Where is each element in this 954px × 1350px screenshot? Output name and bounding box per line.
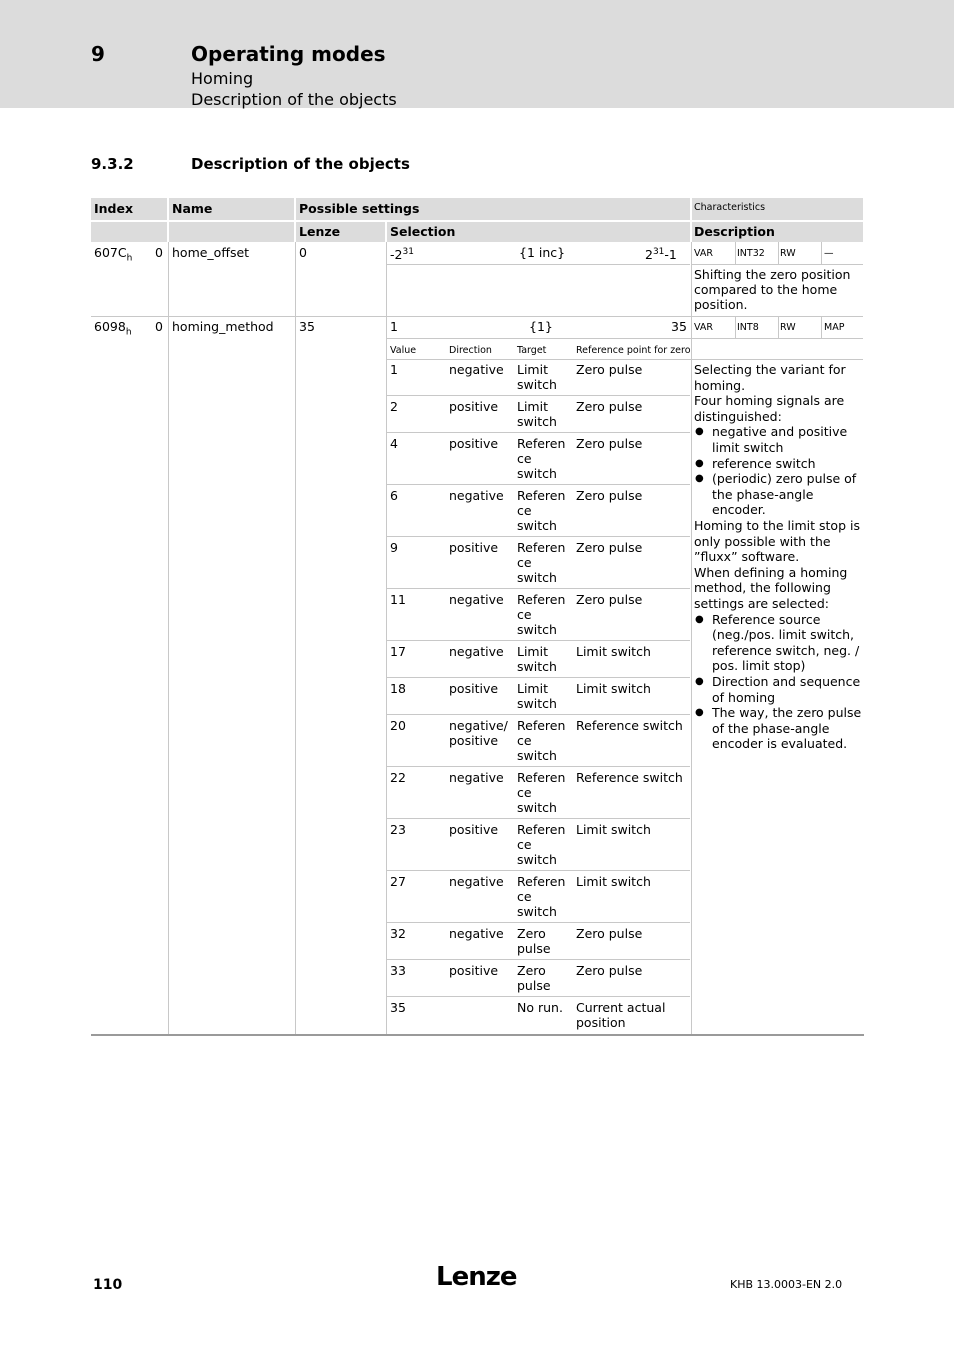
method-direction: negative xyxy=(449,592,504,607)
method-value: 35 xyxy=(390,1000,406,1015)
row1-description-line2: compared to the home xyxy=(694,282,838,297)
method-value: 2 xyxy=(390,399,398,414)
method-reference: Current actual xyxy=(576,1000,666,1015)
method-target: ce xyxy=(517,607,532,622)
header-lenze: Lenze xyxy=(299,224,341,239)
row1-selection-max: $2^{31}-1$ xyxy=(645,247,677,263)
row1-selection-divider xyxy=(387,264,690,265)
method-row-divider xyxy=(387,818,690,819)
row2-selection-divider xyxy=(387,338,863,339)
method-value: 27 xyxy=(390,874,406,889)
method-target: ce xyxy=(517,785,532,800)
description-text: settings are selected: xyxy=(694,596,829,611)
description-text: method, the following xyxy=(694,580,831,595)
row1-name: home_offset xyxy=(172,245,250,260)
method-direction: negative xyxy=(449,926,504,941)
bullet-icon: ● xyxy=(695,473,704,484)
methods-header-target: Target xyxy=(517,345,547,356)
row2-subindex: 0 xyxy=(155,319,163,334)
row2-char-mapping: MAP xyxy=(824,322,845,333)
col-divider-selection xyxy=(691,242,692,1034)
method-direction: positive xyxy=(449,733,499,748)
bullet-icon: ● xyxy=(695,458,704,469)
description-bullet-text: Direction and sequence xyxy=(712,674,861,689)
bullet-icon: ● xyxy=(695,426,704,437)
method-value: 32 xyxy=(390,926,406,941)
method-direction: negative xyxy=(449,874,504,889)
description-bullet-text: (periodic) zero pulse of xyxy=(712,471,857,486)
header-index: Index xyxy=(94,201,134,216)
method-target: switch xyxy=(517,696,557,711)
method-row-divider xyxy=(387,640,690,641)
method-reference: Zero pulse xyxy=(576,592,643,607)
row1-char-col1 xyxy=(735,242,736,264)
lenze-logo: Lenze xyxy=(436,1262,517,1292)
method-target: switch xyxy=(517,377,557,392)
row1-char-type: VAR xyxy=(694,248,713,259)
method-reference: Zero pulse xyxy=(576,488,643,503)
method-value: 17 xyxy=(390,644,406,659)
section-title: Description of the objects xyxy=(191,155,410,173)
method-direction: positive xyxy=(449,822,499,837)
section-number: 9.3.2 xyxy=(91,155,134,173)
row1-selection-step: {1 inc} xyxy=(519,245,566,260)
method-target: switch xyxy=(517,518,557,533)
row2-lenze: 35 xyxy=(299,319,315,334)
method-target: switch xyxy=(517,852,557,867)
description-text: ”fluxx” software. xyxy=(694,549,800,564)
method-target: Referen xyxy=(517,770,566,785)
method-target: Referen xyxy=(517,436,566,451)
method-target: No run. xyxy=(517,1000,563,1015)
method-reference: Limit switch xyxy=(576,681,651,696)
row2-name: homing_method xyxy=(172,319,274,334)
header-selection: Selection xyxy=(390,224,456,239)
method-target: ce xyxy=(517,451,532,466)
description-bullet-text: encoder is evaluated. xyxy=(712,736,848,751)
method-direction: positive xyxy=(449,399,499,414)
method-reference: Zero pulse xyxy=(576,362,643,377)
description-bullet-text: The way, the zero pulse xyxy=(712,705,862,720)
header-name: Name xyxy=(172,201,213,216)
row2-char-col2 xyxy=(778,317,779,338)
methods-header-direction: Direction xyxy=(449,345,492,356)
method-value: 20 xyxy=(390,718,406,733)
chapter-subtitle-1: Homing xyxy=(191,69,254,88)
methods-header-value: Value xyxy=(390,345,417,356)
method-row-divider xyxy=(387,484,690,485)
row1-selection-min: $-2^{31}$ xyxy=(390,247,414,263)
description-bullet-text: of homing xyxy=(712,690,776,705)
description-bullet-text: reference switch, neg. / xyxy=(712,643,860,658)
method-target: Referen xyxy=(517,874,566,889)
method-direction: positive xyxy=(449,436,499,451)
method-target: ce xyxy=(517,837,532,852)
row1-char-mapping: — xyxy=(824,248,834,259)
method-reference: Limit switch xyxy=(576,874,651,889)
bullet-icon: ● xyxy=(695,614,704,625)
method-value: 9 xyxy=(390,540,398,555)
method-row-divider xyxy=(387,677,690,678)
method-reference: Zero pulse xyxy=(576,436,643,451)
method-target: pulse xyxy=(517,941,551,956)
method-target: Referen xyxy=(517,488,566,503)
header2-cell-name-bg xyxy=(169,222,294,242)
method-target: switch xyxy=(517,466,557,481)
method-value: 11 xyxy=(390,592,406,607)
row1-char-access: RW xyxy=(780,248,796,259)
row2-char-datatype: INT8 xyxy=(737,322,759,333)
description-bullet-text: (neg./pos. limit switch, xyxy=(712,627,854,642)
method-direction: negative xyxy=(449,644,504,659)
method-target: Referen xyxy=(517,592,566,607)
method-target: ce xyxy=(517,889,532,904)
description-bullet-text: Reference source xyxy=(712,612,821,627)
method-target: switch xyxy=(517,748,557,763)
col-divider-name xyxy=(295,242,296,1034)
method-reference: Zero pulse xyxy=(576,926,643,941)
method-row-divider xyxy=(387,395,690,396)
row2-char-col1 xyxy=(735,317,736,338)
row1-char-col3 xyxy=(821,242,822,264)
row1-char-col2 xyxy=(778,242,779,264)
method-target: ce xyxy=(517,733,532,748)
method-target: switch xyxy=(517,570,557,585)
method-value: 22 xyxy=(390,770,406,785)
method-value: 18 xyxy=(390,681,406,696)
row1-description-line3: position. xyxy=(694,297,748,312)
method-direction: positive xyxy=(449,681,499,696)
method-target: switch xyxy=(517,800,557,815)
description-text: homing. xyxy=(694,378,746,393)
method-direction: positive xyxy=(449,540,499,555)
method-target: Limit xyxy=(517,362,548,377)
description-text: distinguished: xyxy=(694,409,782,424)
description-bullet-text: of the phase-angle xyxy=(712,721,830,736)
col-divider-index xyxy=(168,242,169,1034)
description-bullet-text: limit switch xyxy=(712,440,784,455)
row2-selection-step: {1} xyxy=(529,319,553,334)
methods-header-divider xyxy=(387,359,863,360)
method-direction: negative xyxy=(449,770,504,785)
row-divider xyxy=(91,316,863,317)
method-target: Limit xyxy=(517,399,548,414)
row2-char-type: VAR xyxy=(694,322,713,333)
description-text: When defining a homing xyxy=(694,565,848,580)
description-text: Homing to the limit stop is xyxy=(694,518,860,533)
row1-lenze: 0 xyxy=(299,245,307,260)
description-bullet-text: the phase-angle xyxy=(712,487,814,502)
method-value: 23 xyxy=(390,822,406,837)
row1-subindex: 0 xyxy=(155,245,163,260)
method-target: Limit xyxy=(517,681,548,696)
header-description: Description xyxy=(694,224,775,239)
description-bullet-text: reference switch xyxy=(712,456,816,471)
method-row-divider xyxy=(387,588,690,589)
method-reference: Zero pulse xyxy=(576,963,643,978)
description-text: only possible with the xyxy=(694,534,831,549)
method-target: switch xyxy=(517,414,557,429)
row1-char-datatype: INT32 xyxy=(737,248,765,259)
description-text: Selecting the variant for xyxy=(694,362,846,377)
header-possible-settings: Possible settings xyxy=(299,201,420,216)
method-value: 1 xyxy=(390,362,398,377)
method-reference: Reference switch xyxy=(576,770,683,785)
method-target: Referen xyxy=(517,822,566,837)
method-value: 33 xyxy=(390,963,406,978)
method-row-divider xyxy=(387,870,690,871)
method-reference: Limit switch xyxy=(576,644,651,659)
method-row-divider xyxy=(387,996,690,997)
method-value: 4 xyxy=(390,436,398,451)
row2-selection-max: 35 xyxy=(671,319,687,334)
method-reference: Limit switch xyxy=(576,822,651,837)
method-target: switch xyxy=(517,904,557,919)
row1-description-line1: Shifting the zero position xyxy=(694,267,851,282)
description-bullet-text: pos. limit stop) xyxy=(712,658,806,673)
document-id: KHB 13.0003-EN 2.0 xyxy=(730,1278,843,1291)
method-row-divider xyxy=(387,536,690,537)
row1-index: $607C_h$ xyxy=(94,245,133,264)
method-target: Zero xyxy=(517,963,546,978)
methods-header-reference: Reference point for zero xyxy=(576,345,691,356)
method-target: ce xyxy=(517,503,532,518)
col-divider-lenze xyxy=(386,242,387,1034)
description-bullet-text: encoder. xyxy=(712,502,766,517)
bullet-icon: ● xyxy=(695,676,704,687)
method-row-divider xyxy=(387,922,690,923)
chapter-subtitle-2: Description of the objects xyxy=(191,90,397,109)
method-direction: positive xyxy=(449,963,499,978)
method-direction: negative xyxy=(449,488,504,503)
method-reference: Reference switch xyxy=(576,718,683,733)
header-characteristics: Characteristics xyxy=(694,202,766,213)
method-reference: Zero pulse xyxy=(576,399,643,414)
method-direction: negative xyxy=(449,362,504,377)
bullet-icon: ● xyxy=(695,707,704,718)
method-target: Referen xyxy=(517,718,566,733)
method-row-divider xyxy=(387,959,690,960)
method-target: pulse xyxy=(517,978,551,993)
row2-char-access: RW xyxy=(780,322,796,333)
row2-char-col3 xyxy=(821,317,822,338)
method-target: ce xyxy=(517,555,532,570)
description-bullet-text: negative and positive xyxy=(712,424,848,439)
method-row-divider xyxy=(387,766,690,767)
method-reference: Zero pulse xyxy=(576,540,643,555)
chapter-number: 9 xyxy=(91,42,105,66)
header2-cell-index-bg xyxy=(91,222,167,242)
page-number: 110 xyxy=(93,1277,123,1293)
table-bottom-border xyxy=(91,1034,864,1036)
method-row-divider xyxy=(387,714,690,715)
method-target: Zero xyxy=(517,926,546,941)
method-target: switch xyxy=(517,622,557,637)
row2-selection-min: 1 xyxy=(390,319,398,334)
method-direction: negative/ xyxy=(449,718,508,733)
method-reference: position xyxy=(576,1015,626,1030)
page-header xyxy=(0,0,954,108)
method-target: Referen xyxy=(517,540,566,555)
method-target: Limit xyxy=(517,644,548,659)
chapter-title: Operating modes xyxy=(191,42,386,66)
method-target: switch xyxy=(517,659,557,674)
method-row-divider xyxy=(387,432,690,433)
row2-index: $6098_h$ xyxy=(94,319,132,338)
row1-char-divider xyxy=(692,264,863,265)
method-value: 6 xyxy=(390,488,398,503)
description-text: Four homing signals are xyxy=(694,393,845,408)
